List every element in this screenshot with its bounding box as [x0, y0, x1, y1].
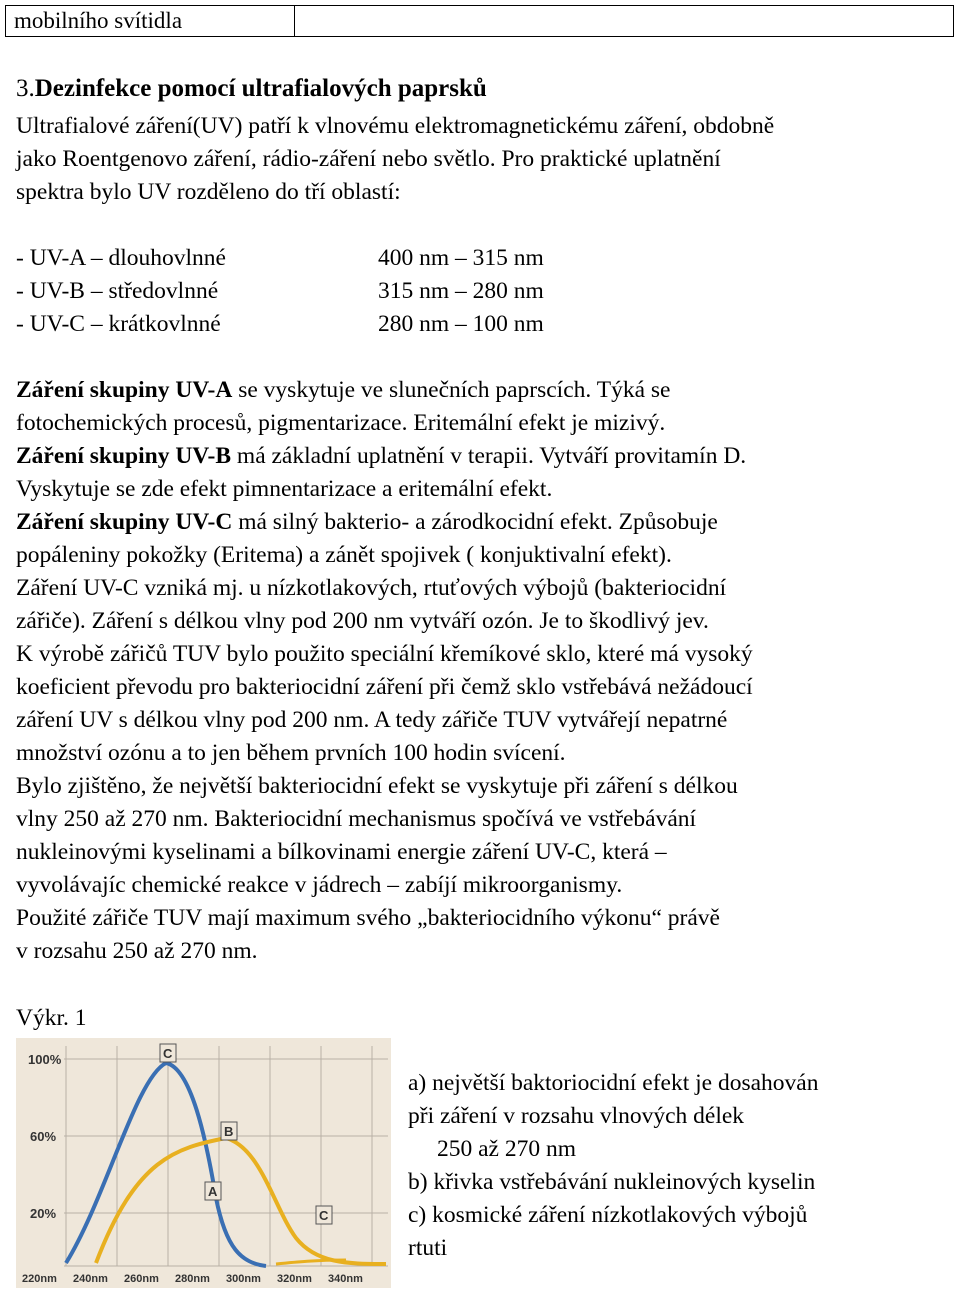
- x-tick-label: 280nm: [175, 1273, 210, 1285]
- top-table-row: [5, 5, 954, 37]
- curve-label: A: [208, 1184, 218, 1199]
- curve-label: C: [319, 1208, 329, 1223]
- figure-svg: [16, 1038, 391, 1288]
- caption-line: b) křivka vstřebávání nukleinových kyselin: [408, 1169, 816, 1195]
- curve-label: C: [163, 1046, 173, 1061]
- x-tick-label: 340nm: [328, 1273, 363, 1285]
- y-tick-label: 60%: [30, 1129, 57, 1144]
- paragraph-line: Záření UV-C vzniká mj. u nízkotlakových, rtuťových výbojů (bakteriocidní: [16, 575, 727, 601]
- intro-line: spektra bylo UV rozděleno do tří oblastí:: [16, 179, 401, 205]
- paragraph-line: [16, 375, 670, 405]
- band-name: - UV-A – dlouhovlnné: [16, 245, 226, 271]
- top-cell-right: [295, 5, 954, 37]
- paragraph-line: fotochemických procesů, pigmentarizace. Eritemální efekt je mizivý.: [16, 410, 666, 436]
- paragraph-text: má základní uplatnění v terapii. Vytváří provitamín D.: [231, 443, 747, 469]
- paragraph-line: záření UV s délkou vlny pod 200 nm. A tedy zářiče TUV vytvářejí nepatrné: [16, 707, 728, 733]
- uv-efficacy-figure: [16, 1038, 391, 1288]
- section-title: Dezinfekce pomocí ultrafialových paprsků: [34, 75, 487, 102]
- curve-label: B: [224, 1124, 234, 1139]
- section-heading: [16, 74, 487, 104]
- paragraph-line: Použité zářiče TUV mají maximum svého „bakteriocidního výkonu“ právě: [16, 905, 720, 931]
- caption-line: a) největší baktoriocidní efekt je dosahován: [408, 1070, 819, 1096]
- section-number: 3.: [16, 75, 35, 102]
- caption-line: při záření v rozsahu vlnových délek: [408, 1103, 745, 1129]
- intro-line: jako Roentgenovo záření, rádio-záření nebo světlo. Pro praktické uplatnění: [16, 146, 721, 172]
- intro-line: Ultrafialové záření(UV) patří k vlnovému elektromagnetickému záření, obdobně: [16, 113, 775, 139]
- y-tick-label: 20%: [30, 1206, 57, 1221]
- paragraph-line: popáleniny pokožky (Eritema) a zánět spojivek ( konjuktivalní efekt).: [16, 542, 672, 568]
- band-name: - UV-C – krátkovlnné: [16, 311, 221, 337]
- band-range: 400 nm – 315 nm: [378, 245, 544, 271]
- paragraph-line: [16, 441, 746, 471]
- x-tick-label: 300nm: [226, 1273, 261, 1285]
- caption-line: 250 až 270 nm: [437, 1136, 577, 1162]
- paragraph-line: K výrobě zářičů TUV bylo použito speciální křemíkové sklo, které má vysoký: [16, 641, 753, 667]
- figure-label: Výkr. 1: [16, 1005, 87, 1031]
- paragraph-line: zářiče). Záření s délkou vlny pod 200 nm vytváří ozón. Je to škodlivý jev.: [16, 608, 709, 634]
- paragraph-line: vyvolávajíc chemické reakce v jádrech – zabíjí mikroorganismy.: [16, 872, 623, 898]
- paragraph-line: vlny 250 až 270 nm. Bakteriocidní mechanismus spočívá ve vstřebávání: [16, 806, 697, 832]
- x-tick-label: 260nm: [124, 1273, 159, 1285]
- y-tick-label: 100%: [28, 1052, 62, 1067]
- paragraph-text: má silný bakterio- a zárodkocidní efekt. Způsobuje: [232, 509, 718, 535]
- top-cell-left: mobilního svítidla: [5, 5, 295, 37]
- paragraph-line: koeficient převodu pro bakteriocidní záření při čemž sklo vstřebává nežádoucí: [16, 674, 753, 700]
- paragraph-line: Bylo zjištěno, že největší bakteriocidní efekt se vyskytuje při záření s délkou: [16, 773, 738, 799]
- band-name: - UV-B – středovlnné: [16, 278, 219, 304]
- band-range: 280 nm – 100 nm: [378, 311, 544, 337]
- uvb-bold-label: Záření skupiny UV-B: [16, 443, 232, 469]
- caption-line: c) kosmické záření nízkotlakových výbojů: [408, 1202, 808, 1228]
- paragraph-text: se vyskytuje ve slunečních paprscích. Týká se: [232, 377, 671, 403]
- paragraph-line: v rozsahu 250 až 270 nm.: [16, 938, 258, 964]
- paragraph-line: [16, 507, 718, 537]
- x-tick-label: 240nm: [73, 1273, 108, 1285]
- uva-bold-label: Záření skupiny UV-A: [16, 377, 233, 403]
- paragraph-line: množství ozónu a to jen během prvních 100 hodin svícení.: [16, 740, 566, 766]
- x-tick-label: 220nm: [22, 1273, 57, 1285]
- paragraph-line: Vyskytuje se zde efekt pimnentarizace a eritemální efekt.: [16, 476, 553, 502]
- uvc-bold-label: Záření skupiny UV-C: [16, 509, 233, 535]
- band-range: 315 nm – 280 nm: [378, 278, 544, 304]
- paragraph-line: nukleinovými kyselinami a bílkovinami energie záření UV-C, která –: [16, 839, 667, 865]
- x-tick-label: 320nm: [277, 1273, 312, 1285]
- caption-line: rtuti: [408, 1235, 448, 1261]
